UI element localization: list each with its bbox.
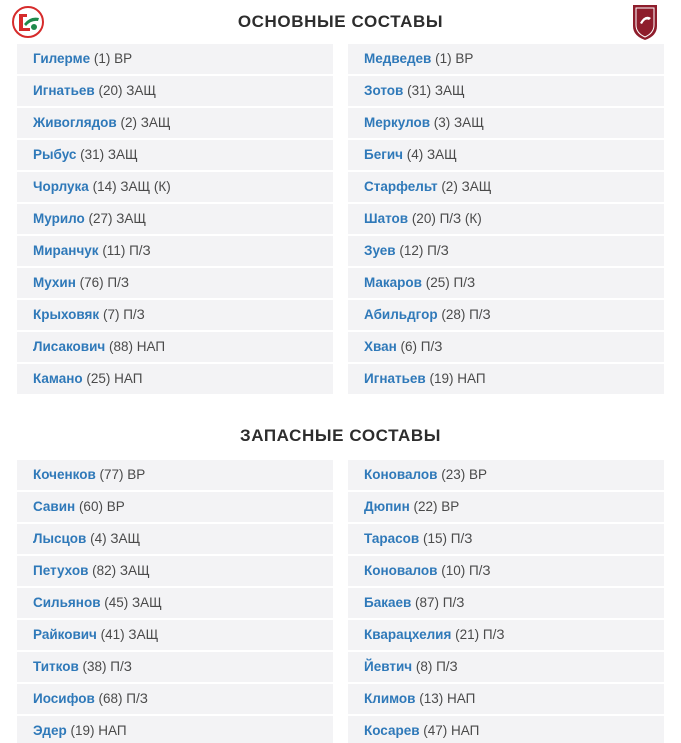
away-substitutes-list <box>348 460 664 743</box>
player-name-link[interactable]: Гилерме <box>33 51 91 66</box>
player-name-link[interactable]: Меркулов <box>364 115 431 130</box>
player-row <box>17 684 333 716</box>
player-name-link[interactable]: Хван <box>364 339 397 354</box>
player-row <box>17 108 333 140</box>
player-row <box>348 524 664 556</box>
player-name-link[interactable]: Петухов <box>33 563 89 578</box>
player-row <box>348 172 664 204</box>
player-row <box>348 44 664 76</box>
player-name-link[interactable]: Живоглядов <box>33 115 117 130</box>
player-row <box>348 236 664 268</box>
player-row <box>17 44 333 76</box>
player-number-position: (19) НАП <box>66 723 127 738</box>
player-name-link[interactable]: Абильдгор <box>364 307 438 322</box>
player-number-position: (38) П/З <box>78 659 132 674</box>
player-number-position: (13) НАП <box>415 691 476 706</box>
player-row <box>17 204 333 236</box>
player-name-link[interactable]: Лисакович <box>33 339 106 354</box>
player-name-link[interactable]: Игнатьев <box>364 371 426 386</box>
player-number-position: (23) ВР <box>437 467 487 482</box>
player-name-link[interactable]: Коченков <box>33 467 96 482</box>
player-name-link[interactable]: Зуев <box>364 243 396 258</box>
player-name-link[interactable]: Савин <box>33 499 76 514</box>
player-row <box>348 716 664 743</box>
player-number-position: (12) П/З <box>395 243 449 258</box>
player-row <box>17 524 333 556</box>
player-number-position: (19) НАП <box>425 371 486 386</box>
player-name-link[interactable]: Шатов <box>364 211 409 226</box>
player-number-position: (8) П/З <box>412 659 458 674</box>
player-number-position: (31) ЗАЩ <box>403 83 465 98</box>
player-number-position: (47) НАП <box>419 723 480 738</box>
player-number-position: (27) ЗАЩ <box>84 211 147 226</box>
player-number-position: (7) П/З <box>99 307 145 322</box>
player-row <box>17 300 333 332</box>
player-name-link[interactable]: Коновалов <box>364 467 438 482</box>
player-number-position: (25) П/З <box>421 275 476 290</box>
player-number-position: (15) П/З <box>419 531 473 546</box>
player-name-link[interactable]: Титков <box>33 659 79 674</box>
player-number-position: (25) НАП <box>82 371 143 386</box>
player-name-link[interactable]: Мурило <box>33 211 85 226</box>
player-name-link[interactable]: Косарев <box>364 723 420 738</box>
player-number-position: (1) ВР <box>90 51 133 66</box>
player-row <box>348 76 664 108</box>
player-number-position: (20) ЗАЩ <box>94 83 157 98</box>
player-row <box>348 588 664 620</box>
player-row <box>17 76 333 108</box>
away-starting-list <box>348 44 664 396</box>
player-name-link[interactable]: Макаров <box>364 275 422 290</box>
player-number-position: (77) ВР <box>95 467 146 482</box>
player-row <box>348 652 664 684</box>
player-name-link[interactable]: Лысцов <box>33 531 87 546</box>
player-name-link[interactable]: Крыховяк <box>33 307 100 322</box>
home-substitutes-list <box>17 460 333 743</box>
player-name-link[interactable]: Эдер <box>33 723 67 738</box>
player-row <box>348 556 664 588</box>
substitutes-title: ЗАПАСНЫЕ СОСТАВЫ <box>239 426 442 445</box>
player-number-position: (4) ЗАЩ <box>402 147 457 162</box>
player-number-position: (45) ЗАЩ <box>100 595 162 610</box>
player-name-link[interactable]: Рыбус <box>33 147 77 162</box>
player-name-link[interactable]: Миранчук <box>33 243 99 258</box>
player-name-link[interactable]: Йевтич <box>364 659 413 674</box>
player-number-position: (41) ЗАЩ <box>96 627 159 642</box>
player-number-position: (14) ЗАЩ (К) <box>88 179 171 194</box>
home-starting-list <box>17 44 333 396</box>
player-row <box>348 300 664 332</box>
player-number-position: (22) ВР <box>409 499 460 514</box>
starting-lineups-title: ОСНОВНЫЕ СОСТАВЫ <box>237 12 444 31</box>
player-row <box>17 332 333 364</box>
player-name-link[interactable]: Старфельт <box>364 179 438 194</box>
player-number-position: (21) П/З <box>451 627 505 642</box>
substitute-lineups <box>0 460 681 743</box>
player-name-link[interactable]: Кварацхелия <box>364 627 452 642</box>
player-row <box>17 364 333 396</box>
player-row <box>348 684 664 716</box>
player-row <box>17 460 333 492</box>
player-row <box>17 588 333 620</box>
player-name-link[interactable]: Медведев <box>364 51 432 66</box>
player-row <box>17 620 333 652</box>
player-number-position: (31) ЗАЩ <box>76 147 138 162</box>
player-number-position: (6) П/З <box>396 339 443 354</box>
player-name-link[interactable]: Чорлука <box>33 179 89 194</box>
player-row <box>348 364 664 396</box>
player-row <box>348 268 664 300</box>
player-row <box>348 620 664 652</box>
starting-lineups-header <box>0 0 681 44</box>
player-row <box>348 492 664 524</box>
player-name-link[interactable]: Зотов <box>364 83 404 98</box>
player-row <box>17 716 333 743</box>
rubin-logo-icon <box>631 2 659 42</box>
player-number-position: (87) П/З <box>411 595 465 610</box>
player-number-position: (76) П/З <box>75 275 130 290</box>
player-row <box>348 108 664 140</box>
player-row <box>17 236 333 268</box>
player-name-link[interactable]: Райкович <box>33 627 97 642</box>
player-row <box>17 652 333 684</box>
player-row <box>17 172 333 204</box>
starting-lineups <box>0 44 681 396</box>
player-name-link[interactable]: Иосифов <box>33 691 95 706</box>
player-name-link[interactable]: Тарасов <box>364 531 420 546</box>
player-name-link[interactable]: Бакаев <box>364 595 412 610</box>
player-row <box>17 268 333 300</box>
player-name-link[interactable]: Климов <box>364 691 416 706</box>
player-name-link[interactable]: Мухин <box>33 275 76 290</box>
player-number-position: (2) ЗАЩ <box>116 115 171 130</box>
player-row <box>348 140 664 172</box>
player-name-link[interactable]: Камано <box>33 371 83 386</box>
player-row <box>348 204 664 236</box>
player-number-position: (20) П/З (К) <box>408 211 482 226</box>
player-row <box>17 492 333 524</box>
player-number-position: (2) ЗАЩ <box>437 179 492 194</box>
player-number-position: (68) П/З <box>94 691 148 706</box>
player-number-position: (88) НАП <box>105 339 166 354</box>
player-name-link[interactable]: Сильянов <box>33 595 101 610</box>
player-number-position: (1) ВР <box>431 51 474 66</box>
player-row <box>17 140 333 172</box>
player-name-link[interactable]: Бегич <box>364 147 403 162</box>
player-number-position: (3) ЗАЩ <box>430 115 484 130</box>
player-number-position: (11) П/З <box>98 243 151 258</box>
player-row <box>17 556 333 588</box>
player-number-position: (28) П/З <box>437 307 491 322</box>
player-name-link[interactable]: Дюпин <box>364 499 410 514</box>
player-name-link[interactable]: Игнатьев <box>33 83 95 98</box>
player-row <box>348 332 664 364</box>
player-number-position: (4) ЗАЩ <box>86 531 141 546</box>
player-number-position: (10) П/З <box>437 563 491 578</box>
player-name-link[interactable]: Коновалов <box>364 563 438 578</box>
player-number-position: (60) ВР <box>75 499 125 514</box>
player-row <box>348 460 664 492</box>
player-number-position: (82) ЗАЩ <box>88 563 150 578</box>
